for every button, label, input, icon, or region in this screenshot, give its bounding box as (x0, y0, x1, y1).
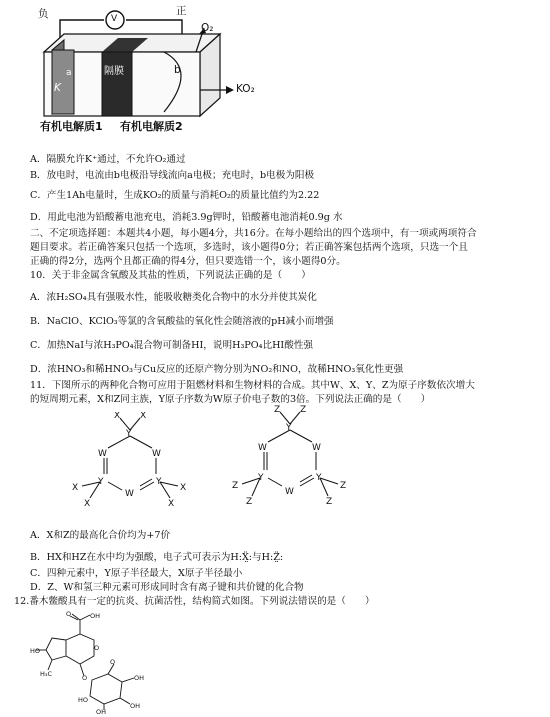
mol-o-ring: O (94, 644, 100, 652)
section2-line2: 题目要求。若正确答案只包括一个选项，多选时，该小题得0分；若正确答案包括两个选项，只选一个且 (30, 242, 468, 253)
mol-oh-carboxyl: OH (90, 612, 101, 620)
q11-option-a: A．X和Z的最高化合价均为+7价 (30, 530, 171, 541)
q9-option-a: A．隔膜允许K⁺通过，不允许O₂通过 (30, 154, 186, 165)
q11-stem-line2: 的短周期元素，X和Z同主族，Y原子序数为W原子价电子数的3倍。下列说法正确的是（ ） (30, 394, 431, 405)
ring-right-z-5: Z (340, 481, 347, 491)
ring-right-z-6: Z (326, 497, 333, 507)
q11-stem-line1: 11．下图所示的两种化合物可应用于阻燃材料和生物材料的合成。其中W、X、Y、Z为原子序数依次增大 (30, 380, 475, 391)
q10-option-b: B．NaClO、KClO₃等氯的含氧酸盐的氧化性会随溶液的pH减小而增强 (30, 316, 334, 327)
ring-left-y-left: Y (98, 477, 104, 487)
ring-left-x-3: X (72, 483, 79, 493)
ring-left-y-right: Y (156, 477, 162, 487)
q11-option-b: B．HX和HZ在水中均为强酸，电子式可表示为H:Ẍ̤:与H:Z̤̈: (30, 552, 284, 563)
mol-oh-2: OH (130, 702, 141, 710)
ring-left-x-4: X (84, 499, 91, 508)
ring-structure-left (60, 412, 200, 508)
mol-o-sugar: O (110, 658, 116, 666)
ring-left-w-1: W (98, 449, 107, 459)
q10-option-d: D．浓HNO₃和稀HNO₃与Cu反应的还原产物分别为NO₂和NO，故稀HNO₃氧化性更强 (30, 364, 404, 375)
ring-left-w-3: W (125, 489, 134, 499)
ring-right-w-1: W (258, 443, 267, 453)
q9-option-d: D．用此电池为铅酸蓄电池充电，消耗3.9g钾时，铅酸蓄电池消耗0.9g 水 (30, 212, 343, 223)
ring-right-y-top: Y (286, 423, 292, 433)
k-label: K (54, 82, 61, 94)
mol-ho-left: HO (30, 647, 41, 655)
q9-option-b: B．放电时，电流由b电极沿导线流向a电极；充电时，b电极为阳极 (30, 170, 315, 181)
mol-oh-1: OH (134, 674, 145, 682)
mol-h3c: H₃C (40, 670, 53, 678)
positive-label: 正 (176, 5, 187, 17)
ring-left-w-2: W (152, 449, 161, 459)
q10-stem: 10．关于非金属含氧酸及其盐的性质，下列说法正确的是（ ） (30, 270, 311, 281)
ring-right-w-3: W (285, 487, 294, 497)
ring-right-z-1: Z (274, 405, 281, 415)
q10-option-c: C．加热NaI与浓H₃PO₄混合物可制备HI，说明H₃PO₄比HI酸性强 (30, 340, 314, 351)
b-label: b (174, 64, 181, 76)
q12-stem: 12.番木鳖酸具有一定的抗炎、抗菌活性，结构简式如图。下列说法错误的是（ ） (14, 596, 375, 607)
mol-ho-sugar: HO (78, 696, 89, 704)
electrolyte2-label: 有机电解质2 (120, 120, 183, 133)
section2-line3: 正确的得2分，选两个且都正确的得4分，但只要选错一个，该小题得0分。 (30, 256, 346, 267)
o2-label: O₂ (201, 22, 214, 34)
q10-option-a: A．浓H₂SO₄具有强吸水性，能吸收糖类化合物中的水分并使其炭化 (30, 292, 317, 303)
ring-right-z-2: Z (300, 405, 307, 415)
q11-option-d: D．Z、W和氢三种元素可形成同时含有离子键和共价键的化合物 (30, 582, 304, 593)
ring-structure-right (220, 404, 360, 508)
ring-left-y-top: Y (126, 429, 132, 439)
voltmeter-label: V (111, 14, 118, 24)
molecule-structure (30, 610, 160, 714)
mol-o-carbonyl: O (66, 610, 72, 618)
electrolyte1-label: 有机电解质1 (40, 120, 103, 133)
ring-right-z-3: Z (232, 481, 239, 491)
section2-line1: 二、不定项选择题：本题共4小题，每小题4分，共16分。在每小题给出的四个选项中，有一项或两项符合 (30, 228, 477, 239)
ring-left-x-1: X (114, 412, 121, 421)
q9-option-c: C．产生1Ah电量时，生成KO₂的质量与消耗O₂的质量比值约为2.22 (30, 190, 320, 201)
ring-right-y-left: Y (258, 473, 264, 483)
negative-label: 负 (38, 8, 49, 20)
a-label: a (66, 68, 72, 78)
ring-left-x-2: X (140, 412, 147, 421)
mol-o-link: O (82, 674, 88, 682)
ring-right-y-right: Y (316, 473, 322, 483)
membrane-label: 隔膜 (104, 66, 124, 77)
ring-right-z-4: Z (246, 497, 253, 507)
ko2-label: KO₂ (236, 83, 255, 95)
ring-left-x-6: X (168, 499, 175, 508)
ring-left-x-5: X (180, 483, 187, 493)
ring-right-w-2: W (312, 443, 321, 453)
q11-option-c: C．四种元素中，Y原子半径最大，X原子半径最小 (30, 568, 243, 579)
mol-oh-3: OH (96, 708, 107, 714)
